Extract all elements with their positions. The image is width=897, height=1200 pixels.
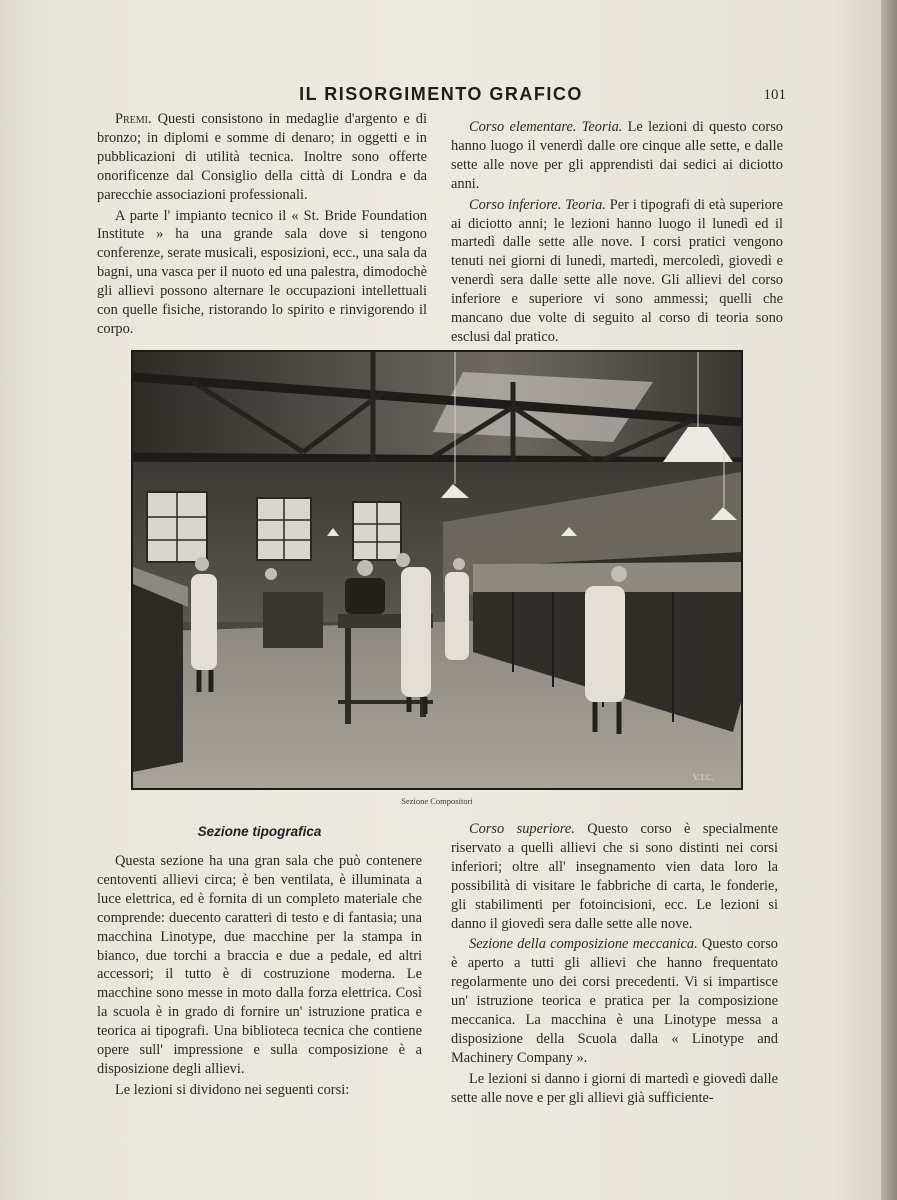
page-header <box>96 84 786 108</box>
paragraph-text: Per i tipografi di età superiore ai diciotto anni; le lezioni hanno luogo il lunedì ed il martedì dalle sette alle nove. I corsi pratici vengono tenuti nei giorni di lunedì, martedì, mercoledì, giovedì e venerdì sera dalle sette alle nove. Gli allievi del corso inferiore e superiore vi sono ammessi; quelli che mancano due volte di seguito al corso di teoria sono esclusi dal pratico. <box>451 196 783 345</box>
book-binding-edge <box>881 0 897 1200</box>
column-bottom-left <box>97 852 422 1100</box>
paragraph-lead: Corso superiore. <box>469 821 575 837</box>
paragraph-sezione: Questa sezione ha una gran sala che può contenere centoventi allievi circa; è ben ventilata, è illuminata a luce elettrica, ed è fornita di un completo materiale che comprende: duecento caratteri di testo e di fantasia; una macchina Linotype, due macchine per la stampa in bianco, due torchi a braccia e due a pedale, ed altri accessori; il tutto è di costruzione moderna. Le macchine sono messe in moto dalla forza elettrica. Così la scuola è in grado di fornire un' istruzione pratica e teorica ai tipografi. Una biblioteca tecnica che contiene opere sull' impressione e sulla composizione è a disposizione degli allievi. <box>97 853 422 1077</box>
column-top-left <box>97 110 427 339</box>
paragraph-lead: Corso inferiore. Teoria. <box>469 196 606 213</box>
paragraph-lezioni: Le lezioni si danno i giorni di martedì e giovedì dalle sette alle nove e per gli allievi già sufficiente- <box>451 1070 778 1106</box>
paragraph-composizione-meccanica <box>451 935 778 1067</box>
paragraph-corso-superiore <box>451 820 778 933</box>
paragraph-lead: Corso elementare. Teoria. <box>469 119 623 135</box>
column-bottom-right <box>451 820 778 1108</box>
composing-room-illustration <box>133 352 741 788</box>
paragraph-lead: Sezione della composizione meccanica. <box>469 936 698 953</box>
workshop-photograph <box>131 350 743 790</box>
paragraph-corso-inferiore <box>451 196 783 347</box>
paragraph-impianto: A parte l' impianto tecnico il « St. Bride Foundation Institute » ha una grande sala dove si tengono conferenze, serate musicali, esposizioni, ecc., una sala da bagni, una vasca per il nuoto ed una palestra, dimodochè gli allievi possono alternare le occupazioni intellettuali con quelle fisiche, ristorando lo spirito e rinvigorendo il corpo. <box>97 207 427 337</box>
paragraph-text: Questo corso è specialmente riservato a quelli allievi che si sono distinti nei corsi inferiori; oltre all' insegnamento vien data loro la possibilità di visitare le fabbriche di carta, le fonderie, gli stabilimenti per fotoincisioni, ecc. Le lezioni si danno il giovedì sera dalle sette alle nove. <box>451 821 778 932</box>
paragraph-text: Le lezioni di questo corso hanno luogo il venerdì dalle ore cinque alle sette, e dalle sette alle nove per gli apprendisti dai sedici ai diciotto anni. <box>451 119 783 192</box>
section-heading: Sezione tipografica <box>197 824 322 839</box>
paragraph-corsi: Le lezioni si dividono nei seguenti corsi: <box>115 1081 350 1098</box>
photo-caption: Sezione Compositori <box>401 796 473 806</box>
paragraph-corso-elementare <box>451 118 783 194</box>
paragraph-text: Questo corso è aperto a tutti gli allievi che hanno frequentato regolarmente uno dei corsi precedenti. Vi si impartisce un' istruzione teorica e pratica per la composizione meccanica. La macchina è una Linotype messa a disposizione della Scuola dalla « Linotype and Machinery Company ». <box>451 936 778 1066</box>
paragraph-text: Questi consistono in medaglie d'argento e di bronzo; in diplomi e somme di denaro; in oggetti e in pubblicazioni di utilità tecnica. Inoltre sono offerte onorificenze dal Consiglio della città di Londra e da parecchie associazioni professionali. <box>97 111 427 203</box>
column-top-right <box>451 118 783 347</box>
paragraph-premi <box>97 110 427 205</box>
page-number: 101 <box>763 87 786 103</box>
paragraph-lead: Premi. <box>115 111 152 127</box>
running-title: IL RISORGIMENTO GRAFICO <box>299 84 583 104</box>
photo-signature: V.T.C. <box>693 773 714 782</box>
